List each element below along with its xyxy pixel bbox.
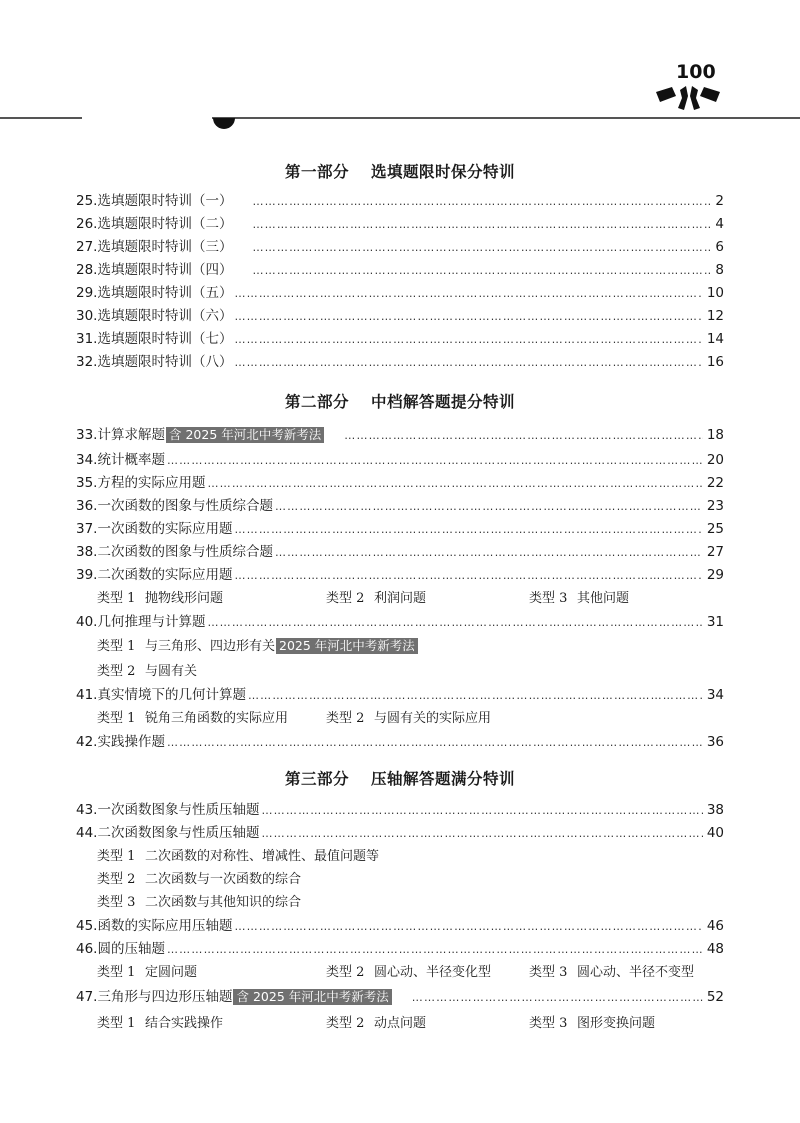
subtype-39-3[interactable]: 类型 3 其他问题 (529, 591, 630, 606)
toc-item-42[interactable]: 42.实践操作题 ………………………………………………………………………………………………………………………………………………………………………………………………… 36 (76, 730, 724, 750)
subtype-47-3[interactable]: 类型 3 图形变换问题 (529, 1016, 656, 1031)
toc-item-34[interactable]: 34.统计概率题 ………………………………………………………………………………………………………………………………………………………………………………………………… 20 (76, 448, 724, 468)
subtype-47-1[interactable]: 类型 1 结合实践操作 (97, 1016, 224, 1031)
section-title-part-3: 第三部分 压轴解答题满分特训 (284, 770, 516, 788)
header-rule-left (0, 117, 82, 119)
toc-item-46[interactable]: 46.圆的压轴题 ………………………………………………………………………………………………………………………………………………………………………………………………… 48 (76, 937, 724, 957)
toc-item-29[interactable]: 29.选填题限时特训（五） ………………………………………………………………………………………………………………………………………………………………………………………………… 10 (76, 281, 724, 301)
toc-item-43[interactable]: 43.一次函数图象与性质压轴题 ………………………………………………………………………………………………………………………………………………………………………………………………… 38 (76, 798, 724, 818)
logo-100-icon (652, 56, 724, 116)
toc-item-40[interactable]: 40.几何推理与计算题 ………………………………………………………………………………………………………………………………………………………………………………………………… 31 (76, 610, 724, 630)
toc-item-27[interactable]: 27.选填题限时特训（三） ………………………………………………………………………………………………………………………………………………………………………………………………… 6 (76, 235, 724, 255)
toc-item-47[interactable]: 47.三角形与四边形压轴题 含 2025 年河北中考新考法 ………………………………………………………………………………………………………………………………………………………………………………………………… 52 (76, 985, 724, 1005)
subtype-41-1[interactable]: 类型 1 锐角三角函数的实际应用 (97, 711, 289, 726)
toc-item-44[interactable]: 44.二次函数图象与性质压轴题 ………………………………………………………………………………………………………………………………………………………………………………………………… 40 (76, 821, 724, 841)
subtype-41-2[interactable]: 类型 2 与圆有关的实际应用 (326, 711, 492, 726)
toc-item-39[interactable]: 39.二次函数的实际应用题 ………………………………………………………………………………………………………………………………………………………………………………………………… 29 (76, 563, 724, 583)
header-rule-right (212, 117, 800, 119)
toc-item-38[interactable]: 38.二次函数的图象与性质综合题 ………………………………………………………………………………………………………………………………………………………………………………………………… 27 (76, 540, 724, 560)
toc-item-37[interactable]: 37.一次函数的实际应用题 ………………………………………………………………………………………………………………………………………………………………………………………………… 25 (76, 517, 724, 537)
subtype-40-1[interactable]: 类型 1 与三角形、四边形有关 2025 年河北中考新考法 (97, 635, 418, 655)
subtype-46-1[interactable]: 类型 1 定圆问题 (97, 965, 198, 980)
toc-item-36[interactable]: 36.一次函数的图象与性质综合题 ………………………………………………………………………………………………………………………………………………………………………………………………… 23 (76, 494, 724, 514)
toc-item-33[interactable]: 33.计算求解题 含 2025 年河北中考新考法 ………………………………………………………………………………………………………………………………………………………………………………………………… 18 (76, 423, 724, 443)
section-title-part-1: 第一部分 选填题限时保分特训 (284, 163, 516, 181)
subtype-40-2[interactable]: 类型 2 与圆有关 (97, 664, 198, 679)
section-title-part-2: 第二部分 中档解答题提分特训 (284, 393, 516, 411)
toc-item-30[interactable]: 30.选填题限时特训（六） ………………………………………………………………………………………………………………………………………………………………………………………………… 12 (76, 304, 724, 324)
subtype-44-1[interactable]: 类型 1 二次函数的对称性、增减性、最值问题等 (97, 849, 380, 864)
new-exam-badge-2: 2025 年河北中考新考法 (276, 638, 418, 654)
subtype-44-2[interactable]: 类型 2 二次函数与一次函数的综合 (97, 872, 302, 887)
header-tab-mark (213, 118, 235, 129)
toc-item-28[interactable]: 28.选填题限时特训（四） ………………………………………………………………………………………………………………………………………………………………………………………………… 8 (76, 258, 724, 278)
toc-item-45[interactable]: 45.函数的实际应用压轴题 ………………………………………………………………………………………………………………………………………………………………………………………………… 46 (76, 914, 724, 934)
toc-item-25[interactable]: 25.选填题限时特训（一） ………………………………………………………………………………………………………………………………………………………………………………………………… 2 (76, 189, 724, 209)
new-exam-badge-3: 含 2025 年河北中考新考法 (233, 989, 391, 1005)
toc-item-31[interactable]: 31.选填题限时特训（七） ………………………………………………………………………………………………………………………………………………………………………………………………… 14 (76, 327, 724, 347)
toc-item-35[interactable]: 35.方程的实际应用题 ………………………………………………………………………………………………………………………………………………………………………………………………… 22 (76, 471, 724, 491)
subtype-46-2[interactable]: 类型 2 圆心动、半径变化型 (326, 965, 492, 980)
new-exam-badge: 含 2025 年河北中考新考法 (166, 427, 324, 443)
subtype-44-3[interactable]: 类型 3 二次函数与其他知识的综合 (97, 895, 302, 910)
toc-item-41[interactable]: 41.真实情境下的几何计算题 ………………………………………………………………………………………………………………………………………………………………………………………………… 34 (76, 683, 724, 703)
subtype-39-2[interactable]: 类型 2 利润问题 (326, 591, 427, 606)
subtype-47-2[interactable]: 类型 2 动点问题 (326, 1016, 427, 1031)
subtype-46-3[interactable]: 类型 3 圆心动、半径不变型 (529, 965, 695, 980)
subtype-39-1[interactable]: 类型 1 抛物线形问题 (97, 591, 224, 606)
logo-number: 100 (676, 61, 716, 83)
toc-item-26[interactable]: 26.选填题限时特训（二） ………………………………………………………………………………………………………………………………………………………………………………………………… 4 (76, 212, 724, 232)
toc-item-32[interactable]: 32.选填题限时特训（八） ………………………………………………………………………………………………………………………………………………………………………………………………… 16 (76, 350, 724, 370)
